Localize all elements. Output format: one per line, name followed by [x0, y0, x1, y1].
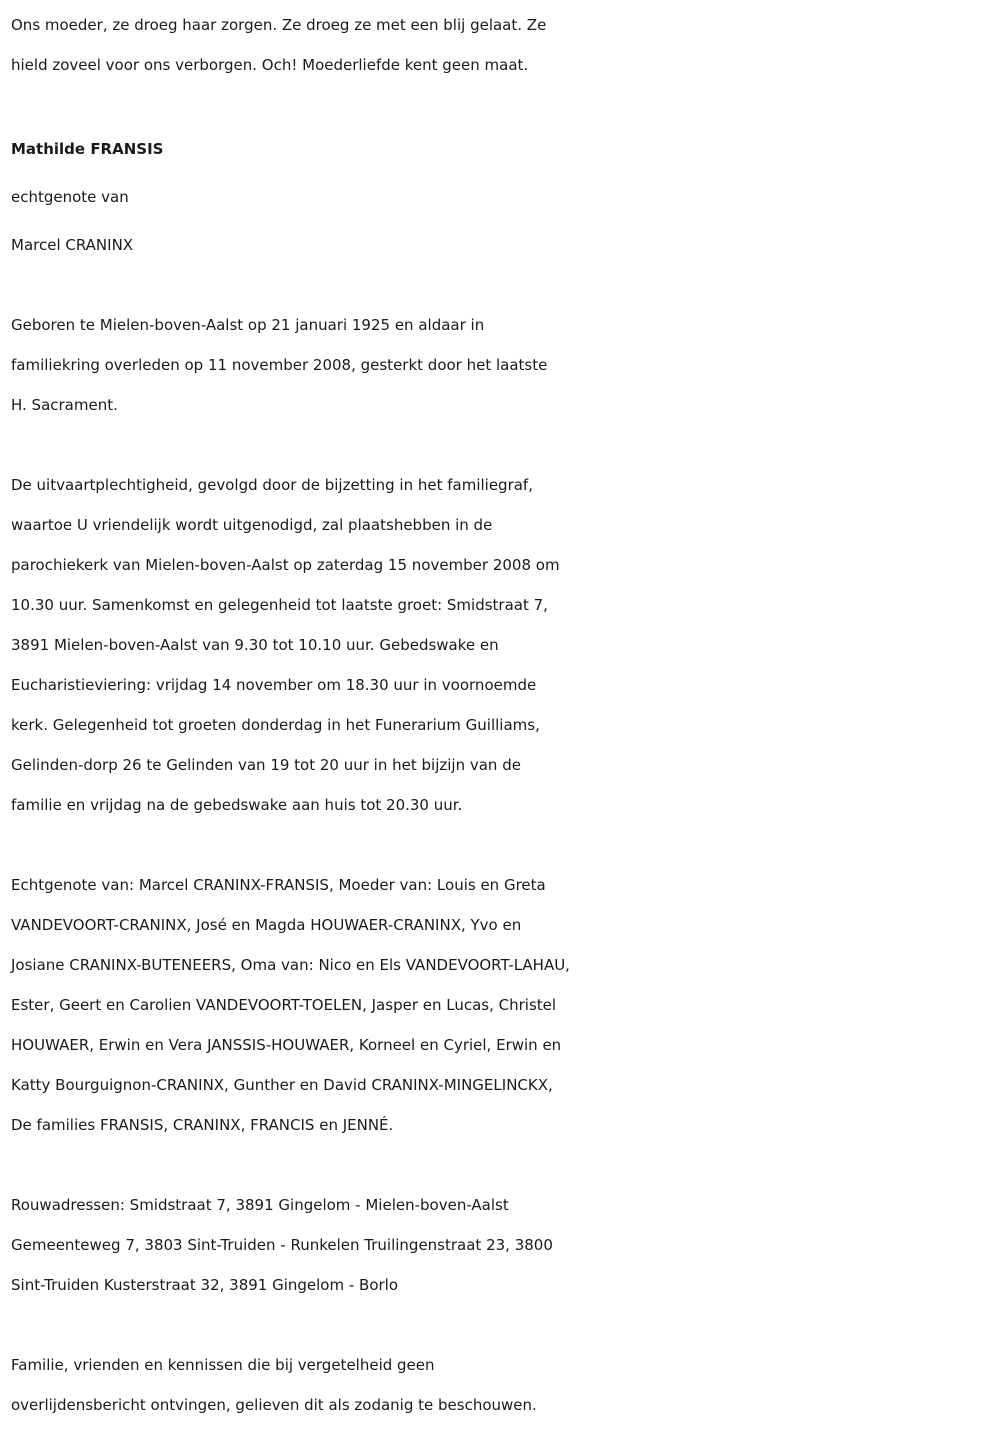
address-line: Gemeenteweg 7, 3803 Sint-Truiden - Runkelen Truilingenstraat 23, 3800 — [11, 1236, 553, 1254]
spacer — [11, 85, 991, 125]
deceased-block — [11, 125, 991, 269]
family-line: Ester, Geert en Carolien VANDEVOORT-TOELEN, Jasper en Lucas, Christel — [11, 996, 557, 1014]
spacer — [11, 825, 991, 865]
birth-paragraph — [11, 305, 991, 425]
funeral-line: 3891 Mielen-boven-Aalst van 9.30 tot 10.10 uur. Gebedswake en — [11, 636, 499, 654]
deceased-relation: echtgenote van — [11, 188, 129, 206]
funeral-line: familie en vrijdag na de gebedswake aan huis tot 20.30 uur. — [11, 796, 463, 814]
intro-line: Ons moeder, ze droeg haar zorgen. Ze droeg ze met een blij gelaat. Ze — [11, 16, 547, 34]
funeral-line: Gelinden-dorp 26 te Gelinden van 19 tot 20 uur in het bijzijn van de — [11, 756, 521, 774]
funeral-line: 10.30 uur. Samenkomst en gelegenheid tot laatste groet: Smidstraat 7, — [11, 596, 548, 614]
birth-line: H. Sacrament. — [11, 396, 118, 414]
funeral-line: kerk. Gelegenheid tot groeten donderdag in het Funerarium Guilliams, — [11, 716, 540, 734]
family-line: Katty Bourguignon-CRANINX, Gunther en David CRANINX-MINGELINCKX, — [11, 1076, 553, 1094]
funeral-line: De uitvaartplechtigheid, gevolgd door de bijzetting in het familiegraf, — [11, 476, 533, 494]
spacer — [11, 1305, 991, 1345]
intro-poem — [11, 0, 991, 85]
address-line: Rouwadressen: Smidstraat 7, 3891 Gingelom - Mielen-boven-Aalst — [11, 1196, 509, 1214]
funeral-paragraph — [11, 465, 991, 825]
spouse-name: Marcel CRANINX — [11, 236, 134, 254]
family-line: Echtgenote van: Marcel CRANINX-FRANSIS, Moeder van: Louis en Greta — [11, 876, 546, 894]
addresses-paragraph — [11, 1185, 991, 1305]
funeral-line: Eucharistieviering: vrijdag 14 november om 18.30 uur in voornoemde — [11, 676, 537, 694]
family-line: VANDEVOORT-CRANINX, José en Magda HOUWAER-CRANINX, Yvo en — [11, 916, 522, 934]
intro-line: hield zoveel voor ons verborgen. Och! Moederliefde kent geen maat. — [11, 56, 529, 74]
spacer — [11, 269, 991, 305]
closing-line: overlijdensbericht ontvingen, gelieven dit als zodanig te beschouwen. — [11, 1396, 537, 1414]
closing-paragraph — [11, 1345, 991, 1425]
address-line: Sint-Truiden Kusterstraat 32, 3891 Gingelom - Borlo — [11, 1276, 399, 1294]
funeral-line: parochiekerk van Mielen-boven-Aalst op zaterdag 15 november 2008 om — [11, 556, 560, 574]
family-line: Josiane CRANINX-BUTENEERS, Oma van: Nico en Els VANDEVOORT-LAHAU, — [11, 956, 570, 974]
spacer — [11, 425, 991, 465]
birth-line: familiekring overleden op 11 november 2008, gesterkt door het laatste — [11, 356, 548, 374]
funeral-line: waartoe U vriendelijk wordt uitgenodigd, zal plaatshebben in de — [11, 516, 493, 534]
obituary-document — [11, 0, 991, 1425]
birth-line: Geboren te Mielen-boven-Aalst op 21 januari 1925 en aldaar in — [11, 316, 485, 334]
closing-line: Familie, vrienden en kennissen die bij vergetelheid geen — [11, 1356, 435, 1374]
deceased-name: Mathilde FRANSIS — [11, 140, 164, 158]
family-paragraph — [11, 865, 991, 1145]
family-line: HOUWAER, Erwin en Vera JANSSIS-HOUWAER, Korneel en Cyriel, Erwin en — [11, 1036, 562, 1054]
spacer — [11, 1145, 991, 1185]
family-line: De families FRANSIS, CRANINX, FRANCIS en JENNÉ. — [11, 1116, 394, 1134]
